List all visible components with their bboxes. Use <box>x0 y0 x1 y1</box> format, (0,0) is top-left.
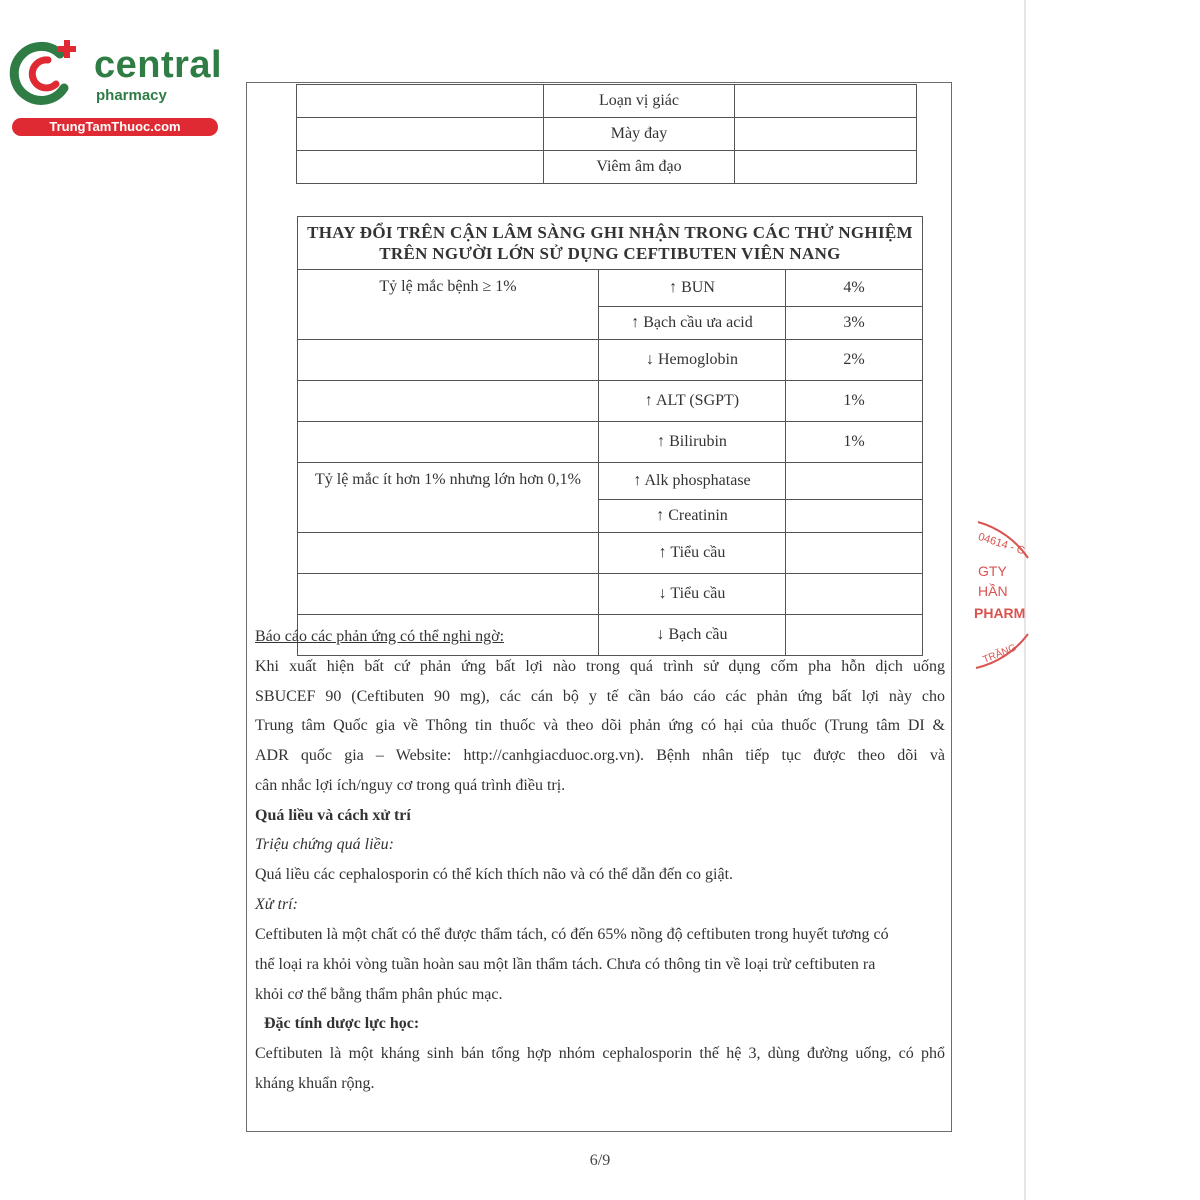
side-effect-cell: Mày đay <box>544 118 735 151</box>
logo-brand-name: central <box>94 44 223 86</box>
lab-test-cell: ↑ Bilirubin <box>599 422 786 463</box>
table-row <box>298 422 923 463</box>
svg-text:PHARM: PHARM <box>974 605 1026 621</box>
svg-text:TRĂNG: TRĂNG <box>981 642 1019 666</box>
table-row <box>297 85 917 118</box>
symptoms-text: Quá liều các cephalosporin có thể kích thích não và có thể dẫn đến co giật. <box>255 866 734 883</box>
table-row <box>298 574 923 615</box>
lab-test-cell: ↑ Creatinin <box>599 500 786 533</box>
table-row <box>297 151 917 184</box>
lab-test-cell: ↑ ALT (SGPT) <box>599 381 786 422</box>
lab-test-cell: ↑ Tiểu cầu <box>599 533 786 574</box>
treatment-line: thể loại ra khỏi vòng tuần hoàn sau một lần thẩm tách. Chưa có thông tin về loại trừ ceftibuten ra <box>255 956 876 973</box>
table-header-row <box>298 217 923 270</box>
side-effect-cell: Loạn vị giác <box>544 85 735 118</box>
pharmacodynamics-line: Ceftibuten là một kháng sinh bán tổng hợp nhóm cephalosporin thế hệ 3, dùng đường uống, có phổ <box>255 1045 945 1062</box>
pharmacodynamics-heading: Đặc tính dược lực học: <box>264 1015 420 1032</box>
lab-test-cell: ↑ BUN <box>599 270 786 307</box>
report-heading: Báo cáo các phản ứng có thể nghi ngờ: <box>255 628 505 645</box>
central-pharmacy-logo-icon <box>8 36 88 108</box>
lab-test-cell: ↑ Alk phosphatase <box>599 463 786 500</box>
lab-test-cell: ↓ Bạch cầu <box>599 615 786 656</box>
symptoms-heading: Triệu chứng quá liều: <box>255 836 394 853</box>
svg-text:GTY: GTY <box>978 563 1007 579</box>
lab-pct-cell: 1% <box>786 381 923 422</box>
logo-subtitle: pharmacy <box>96 87 167 104</box>
table-row <box>298 340 923 381</box>
lab-pct-cell <box>786 463 923 500</box>
report-line: Trung tâm Quốc gia về Thông tin thuốc và theo dõi phản ứng có hại của thuốc (Trung tâm DI & <box>255 717 945 734</box>
report-line: cân nhắc lợi ích/nguy cơ trong quá trình điều trị. <box>255 777 566 794</box>
report-line: SBUCEF 90 (Ceftibuten 90 mg), các cán bộ y tế cần báo cáo các phản ứng bất lợi này cho <box>255 688 945 705</box>
lab-pct-cell: 3% <box>786 307 923 340</box>
report-line: ADR quốc gia – Website: http://canhgiacduoc.org.vn). Bệnh nhân tiếp tục được theo dõi và <box>255 747 945 764</box>
logo-url-badge: TrungTamThuoc.com <box>12 118 218 136</box>
lab-pct-cell <box>786 574 923 615</box>
treatment-line: Ceftibuten là một chất có thể được thẩm tách, có đến 65% nồng độ ceftibuten trong huyết tương có <box>255 926 889 943</box>
lab-test-cell: ↓ Tiểu cầu <box>599 574 786 615</box>
table-row <box>298 381 923 422</box>
side-effects-table <box>296 84 917 184</box>
side-effect-cell: Viêm âm đạo <box>544 151 735 184</box>
lab-pct-cell <box>786 500 923 533</box>
table-row <box>298 463 923 500</box>
svg-text:04614 - C: 04614 - C <box>976 530 1027 558</box>
table-row <box>298 533 923 574</box>
lab-pct-cell: 2% <box>786 340 923 381</box>
lab-pct-cell: 1% <box>786 422 923 463</box>
table-title: THAY ĐỔI TRÊN CẬN LÂM SÀNG GHI NHẬN TRONG CÁC THỬ NGHIỆM TRÊN NGƯỜI LỚN SỬ DỤNG CEFTIBUTEN VIÊN NANG <box>298 217 923 270</box>
table-row <box>297 118 917 151</box>
lab-pct-cell <box>786 533 923 574</box>
pharmacodynamics-line: kháng khuẩn rộng. <box>255 1075 375 1092</box>
lab-pct-cell: 4% <box>786 270 923 307</box>
overdose-heading: Quá liều và cách xử trí <box>255 807 411 824</box>
treatment-line: khỏi cơ thể bằng thẩm phân phúc mạc. <box>255 986 503 1003</box>
lab-test-cell: ↓ Hemoglobin <box>599 340 786 381</box>
lab-changes-table <box>297 216 923 656</box>
lab-test-cell: ↑ Bạch cầu ưa acid <box>599 307 786 340</box>
treatment-heading: Xử trí: <box>255 896 298 913</box>
svg-text:HẦN: HẦN <box>978 583 1008 599</box>
company-stamp-icon <box>972 518 1032 674</box>
page-number: 6/9 <box>589 1152 611 1169</box>
incidence-group-label: Tỷ lệ mắc bệnh ≥ 1% <box>298 270 599 340</box>
table-row <box>298 270 923 307</box>
report-line: Khi xuất hiện bất cứ phản ứng bất lợi nào trong quá trình sử dụng cốm pha hỗn dịch uống <box>255 658 945 675</box>
incidence-group-label: Tỷ lệ mắc ít hơn 1% nhưng lớn hơn 0,1% <box>298 463 599 533</box>
brand-logo[interactable] <box>8 36 223 136</box>
